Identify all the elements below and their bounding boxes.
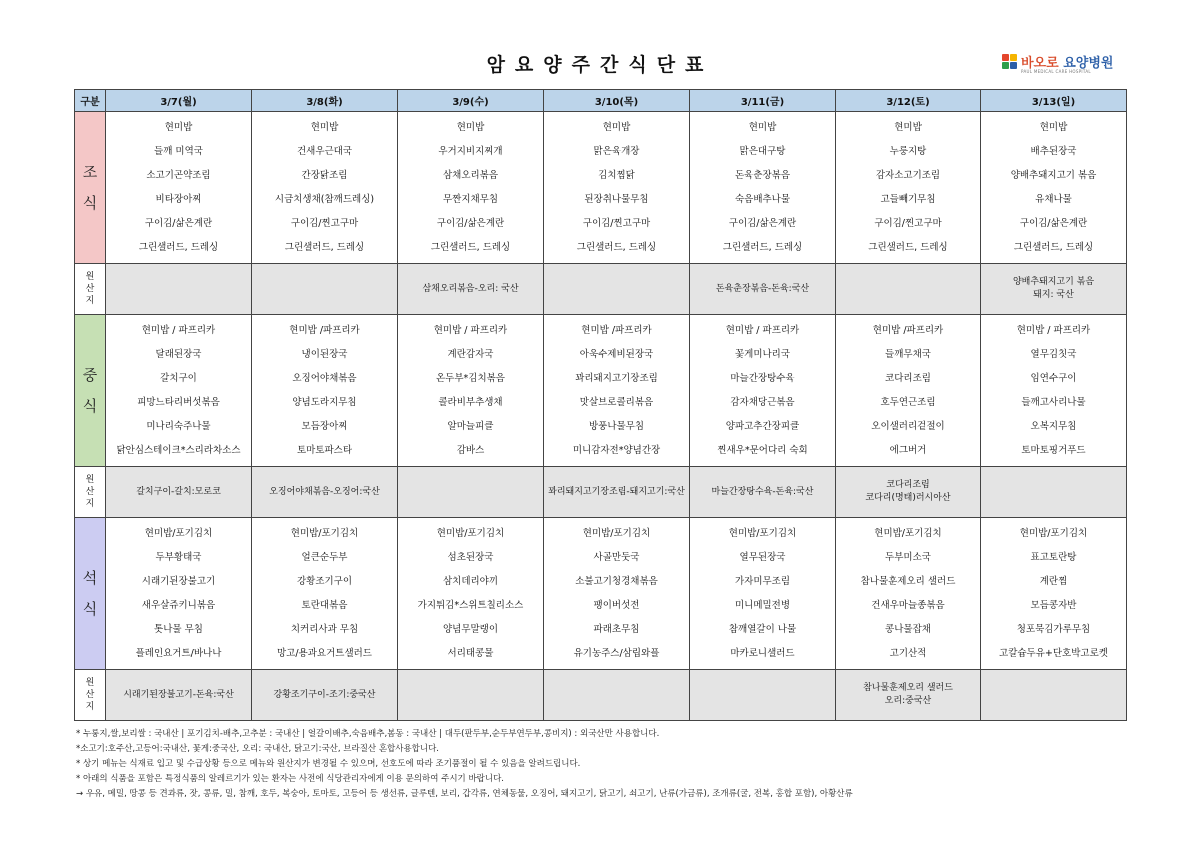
menu-item: 미나리숙주나물: [146, 421, 211, 433]
lunch-day-cell: [398, 315, 544, 467]
menu-item: 소불고기청경채볶음: [575, 575, 658, 587]
menu-item: 구이김/삶은계란: [1019, 218, 1088, 230]
menu-item: 양념도라지무침: [292, 397, 357, 409]
breakfast-day-cell: [398, 112, 544, 264]
lunch-origin-cell: [544, 467, 690, 518]
menu-item: 얼큰순두부: [301, 551, 348, 563]
breakfast-origin-cell: [106, 264, 252, 315]
menu-item: 콜라비부추생채: [438, 397, 503, 409]
menu-item: 건새우마늘종볶음: [871, 600, 945, 612]
logo-mark-icon: [1002, 54, 1018, 70]
lunch-label-char: 중: [82, 365, 98, 384]
menu-item: 숙음배추나물: [734, 194, 791, 206]
dinner-day-cell: [690, 518, 836, 670]
menu-item: 그린샐러드, 드레싱: [430, 242, 511, 254]
menu-item: 비타장아찌: [155, 194, 202, 206]
note-line: *소고기:호주산,고등어:국내산, 꽃게:중국산, 오리: 국내산, 닭고기:국산, 브라질산 혼합사용합니다.: [76, 744, 440, 754]
menu-item: 계란찜: [1039, 575, 1068, 587]
menu-item: 우거지비지찌개: [438, 145, 503, 157]
lunch-day-cell: [106, 315, 252, 467]
menu-item: 모듬장아찌: [301, 421, 348, 433]
menu-item: 찐새우*문어다리 숙회: [717, 445, 808, 457]
menu-item: 무짠지채무침: [442, 194, 499, 206]
origin-label-char: 지: [85, 499, 95, 509]
menu-item: 그린샐러드, 드레싱: [722, 242, 803, 254]
menu-item: 미니감자전*양념간장: [572, 445, 661, 457]
lunch-day-cell: [544, 315, 690, 467]
header-gubun: 구분: [75, 90, 106, 112]
menu-item: 현미밥 / 파프리카: [141, 324, 216, 336]
dinner-items: [106, 518, 251, 669]
menu-item: 시래기된장불고기: [141, 575, 216, 587]
menu-item: 피망느타리버섯볶음: [137, 397, 220, 409]
dinner-label-char: 석: [82, 568, 98, 587]
lunch-items: [398, 315, 543, 466]
dinner-items: [544, 518, 689, 669]
menu-item: 현미밥: [748, 121, 777, 133]
breakfast-day-cell: [836, 112, 981, 264]
menu-item: 열무김칫국: [1030, 348, 1077, 360]
menu-item: 현미밥: [602, 121, 631, 133]
breakfast-origin-row: [75, 264, 1127, 315]
note-line: * 누룽지,쌀,보리쌀 : 국내산 | 포기김치-배추,고추분 : 국내산 | 얼갈이배추,숙음배추,봄동 : 국내산 | 대두(판두부,순두부연두부,콩비지) : 외국산만 사용합니다.: [76, 729, 660, 739]
breakfast-origin-cell: [981, 264, 1127, 315]
menu-item: 소고기곤약조림: [146, 169, 211, 181]
menu-item: 그린샐러드, 드레싱: [284, 242, 365, 254]
dinner-origin-row: [75, 670, 1127, 721]
origin-text: 강황조기구이-조기:중국산: [273, 689, 376, 700]
note-line: → 우유, 메밀, 땅콩 등 견과류, 잣, 콩류, 밀, 참깨, 호두, 복숭아, 토마토, 고등어 등 생선류, 글루텐, 보리, 갑각류, 연체동물, 오징어, 돼지고기, 닭고기, 쇠고기, 난류(가금류), 조개류(굴, 전복, 홍합 포함), 아황산류: [76, 789, 853, 799]
menu-item: 알마늘피클: [447, 421, 494, 433]
origin-label-char: 산: [85, 487, 95, 497]
lunch-origin-cell: [252, 467, 398, 518]
breakfast-label-char: 조: [82, 162, 98, 181]
logo-text-part1: 바오로: [1021, 56, 1059, 71]
origin-text: 오징어야채볶음-오징어:국산: [269, 486, 380, 497]
logo-subtitle: PAUL MEDICAL CARE HOSPITAL: [1021, 69, 1091, 74]
menu-item: 갈치구이: [160, 372, 197, 384]
origin-text: 시래기된장불고기-돈육:국산: [123, 689, 234, 700]
menu-item: 맑은대구탕: [739, 145, 786, 157]
menu-item: 현미밥: [1039, 121, 1068, 133]
menu-item: 유채나물: [1035, 194, 1072, 206]
logo-text-part2: 요양병원: [1058, 56, 1114, 71]
menu-item: 양파고추간장피클: [725, 421, 800, 433]
menu-item: 미니메밀전병: [734, 600, 791, 612]
menu-item: 현미밥: [310, 121, 339, 133]
menu-item: 현미밥/포기김치: [1019, 527, 1088, 539]
dinner-day-cell: [544, 518, 690, 670]
origin-text: 오리:중국산: [884, 696, 932, 706]
menu-item: 방풍나물무침: [588, 421, 645, 433]
menu-item: 누룽지탕: [889, 145, 927, 157]
notes: [76, 727, 853, 802]
menu-item: 현미밥/포기김치: [436, 527, 505, 539]
menu-item: 구이김/찐고구마: [874, 218, 942, 230]
breakfast-origin-cell: [836, 264, 981, 315]
menu-item: 구이김/삶은계란: [728, 218, 797, 230]
lunch-origin-cell: [398, 467, 544, 518]
menu-item: 새우살쥬키니볶음: [141, 600, 216, 612]
menu-item: 현미밥: [456, 121, 485, 133]
menu-item: 가지튀김*스위트칠리소스: [417, 600, 524, 612]
dinner-items: [690, 518, 835, 669]
menu-item: 구이김/삶은계란: [144, 218, 213, 230]
menu-item: 현미밥: [894, 121, 922, 133]
menu-item: 토란대볶음: [301, 600, 348, 612]
breakfast-day-cell: [544, 112, 690, 264]
dinner-origin-cell: [106, 670, 252, 721]
lunch-origin-cell: [981, 467, 1127, 518]
header-day: 3/13(일): [981, 90, 1127, 112]
note-line: * 아래의 식품을 포함은 특정식품의 알레르기가 있는 환자는 사전에 식당관리자에게 이용 문의하여 주시기 바랍니다.: [76, 774, 504, 784]
menu-item: 감자소고기조림: [875, 169, 941, 181]
menu-item: 현미밥/포기김치: [144, 527, 213, 539]
menu-item: 청포묵김가루무침: [1016, 624, 1091, 636]
menu-item: 코다리조림: [885, 372, 931, 384]
menu-item: 시금치생채(참깨드레싱): [274, 194, 375, 206]
menu-item: 망고/용과요거트샐러드: [277, 648, 372, 660]
breakfast-origin-cell: [690, 264, 836, 315]
breakfast-items: [690, 112, 835, 263]
dinner-day-cell: [106, 518, 252, 670]
menu-item: 열무된장국: [739, 551, 786, 563]
origin-text: 코다리조림: [886, 480, 930, 490]
menu-item: 표고토란탕: [1030, 551, 1077, 563]
menu-item: 아욱수제비된장국: [579, 348, 654, 360]
menu-item: 섬초된장국: [447, 551, 494, 563]
weekly-menu-table: [74, 89, 1127, 721]
lunch-day-cell: [252, 315, 398, 467]
menu-item: 현미밥/포기김치: [728, 527, 797, 539]
menu-item: 가자미무조림: [734, 575, 791, 587]
menu-item: 삼치데리야끼: [442, 575, 499, 587]
dinner-items: [981, 518, 1126, 669]
menu-item: 두부황태국: [155, 551, 202, 563]
dinner-origin-cell: [252, 670, 398, 721]
lunch-items: [544, 315, 689, 466]
lunch-origin-cell: [690, 467, 836, 518]
lunch-row: [75, 315, 1127, 467]
lunch-origin-cell: [836, 467, 981, 518]
menu-item: 에그버거: [889, 445, 927, 457]
header-day: 3/8(화): [252, 90, 398, 112]
menu-item: 그린샐러드, 드레싱: [868, 242, 948, 254]
header-day: 3/9(수): [398, 90, 544, 112]
menu-item: 현미밥: [164, 121, 193, 133]
menu-item: 그린샐러드, 드레싱: [576, 242, 657, 254]
origin-text: 돼지: 국산: [1033, 290, 1074, 300]
origin-label-char: 원: [85, 678, 95, 688]
menu-item: 맑은육개장: [593, 145, 640, 157]
lunch-items: [836, 315, 980, 466]
lunch-items: [981, 315, 1126, 466]
menu-item: 유기농주스/삼립와플: [573, 648, 660, 660]
menu-item: 꽃게미나리국: [734, 348, 791, 360]
origin-label-char: 산: [85, 690, 95, 700]
dinner-items: [398, 518, 543, 669]
menu-item: 고칼슘두유+단호박고로켓: [999, 648, 1108, 660]
menu-item: 서리태콩물: [447, 648, 494, 660]
menu-item: 현미밥 / 파프리카: [433, 324, 508, 336]
lunch-origin-cell: [106, 467, 252, 518]
menu-item: 오복지무침: [1030, 421, 1077, 433]
menu-item: 호두연근조림: [880, 397, 936, 409]
lunch-day-cell: [836, 315, 981, 467]
menu-item: 냉이된장국: [301, 348, 348, 360]
dinner-day-cell: [252, 518, 398, 670]
menu-item: 마늘간장탕수육: [730, 372, 795, 384]
menu-item: 토마토핑거푸드: [1021, 445, 1086, 457]
lunch-label-cell: [75, 315, 106, 467]
breakfast-items: [398, 112, 543, 263]
menu-item: 플레인요거트/바나나: [135, 648, 222, 660]
breakfast-items: [836, 112, 980, 263]
breakfast-items: [981, 112, 1126, 263]
breakfast-items: [544, 112, 689, 263]
menu-item: 사골만둣국: [593, 551, 640, 563]
breakfast-origin-cell: [544, 264, 690, 315]
menu-item: 된장취나물무침: [584, 194, 649, 206]
menu-item: 닭안심스테이크*스리라차소스: [116, 445, 241, 457]
menu-item: 오징어야채볶음: [292, 372, 357, 384]
origin-text: 돈육춘장볶음-돈육:국산: [715, 283, 810, 294]
breakfast-label: [75, 162, 105, 212]
page-title: 암요양주간식단표: [486, 54, 714, 76]
breakfast-day-cell: [690, 112, 836, 264]
menu-item: 구이김/찐고구마: [582, 218, 651, 230]
lunch-origin-row: [75, 467, 1127, 518]
menu-item: 현미밥/포기김치: [582, 527, 651, 539]
origin-label-char: 지: [85, 702, 95, 712]
origin-text: 양배추돼지고기 볶음: [1012, 277, 1095, 287]
breakfast-items: [252, 112, 397, 263]
menu-item: 맛살브로콜리볶음: [579, 397, 654, 409]
breakfast-origin-cell: [252, 264, 398, 315]
breakfast-origin-label: [75, 264, 106, 315]
dinner-origin-cell: [981, 670, 1127, 721]
menu-item: 콩나물잡채: [885, 624, 931, 636]
menu-item: 고기산적: [889, 648, 927, 660]
lunch-origin-label: [75, 467, 106, 518]
menu-item: 현미밥/포기김치: [290, 527, 359, 539]
lunch-label: [75, 365, 105, 415]
hospital-logo: [1002, 52, 1122, 76]
menu-item: 들깨고사리나물: [1021, 397, 1086, 409]
dinner-row: [75, 518, 1127, 670]
lunch-day-cell: [981, 315, 1127, 467]
origin-text: 마늘간장탕수육-돈육:국산: [711, 486, 814, 497]
menu-item: 고들빼기무침: [880, 194, 936, 206]
menu-item: 삼채오리볶음: [442, 169, 499, 181]
lunch-items: [252, 315, 397, 466]
dinner-origin-cell: [544, 670, 690, 721]
menu-item: 임연수구이: [1030, 372, 1077, 384]
dinner-items: [836, 518, 980, 669]
menu-item: 현미밥 / 파프리카: [725, 324, 800, 336]
dinner-label-char: 식: [82, 599, 98, 618]
header-day: 3/10(목): [544, 90, 690, 112]
menu-item: 강황조기구이: [296, 575, 353, 587]
menu-item: 구이김/삶은계란: [436, 218, 505, 230]
breakfast-label-cell: [75, 112, 106, 264]
dinner-day-cell: [981, 518, 1127, 670]
menu-item: 돈육춘장볶음: [734, 169, 791, 181]
dinner-origin-cell: [398, 670, 544, 721]
menu-item: 참깨열갈이 나물: [728, 624, 797, 636]
menu-item: 그린샐러드, 드레싱: [138, 242, 219, 254]
menu-item: 간장닭조림: [301, 169, 348, 181]
header-day: 3/7(월): [106, 90, 252, 112]
origin-text: 코다리(명태)러시아산: [865, 493, 951, 503]
breakfast-origin-cell: [398, 264, 544, 315]
origin-label-char: 원: [85, 475, 95, 485]
menu-item: 꽈리돼지고기장조림: [575, 372, 658, 384]
menu-item: 계란감자국: [447, 348, 494, 360]
lunch-label-char: 식: [82, 396, 98, 415]
menu-item: 감바스: [456, 445, 485, 457]
menu-item: 톳나물 무침: [154, 624, 203, 636]
menu-item: 김치찜닭: [598, 169, 635, 181]
breakfast-day-cell: [252, 112, 398, 264]
breakfast-row: [75, 112, 1127, 264]
origin-text: 참나물훈제오리 샐러드: [863, 683, 953, 693]
menu-item: 오이샐러리겉절이: [871, 421, 945, 433]
breakfast-label-char: 식: [82, 193, 98, 212]
dinner-day-cell: [836, 518, 981, 670]
menu-item: 양배추돼지고기 볶음: [1010, 169, 1097, 181]
dinner-origin-cell: [690, 670, 836, 721]
menu-item: 참나물훈제오리 샐러드: [860, 575, 956, 587]
origin-text: 꽈리돼지고기장조림-돼지고기:국산: [548, 486, 685, 497]
menu-item: 현미밥 /파프리카: [289, 324, 360, 336]
lunch-items: [106, 315, 251, 466]
menu-item: 토마토파스타: [296, 445, 353, 457]
lunch-day-cell: [690, 315, 836, 467]
origin-label-char: 원: [85, 272, 95, 282]
menu-item: 두부미소국: [885, 551, 931, 563]
origin-text: 갈치구이-갈치:모로코: [136, 486, 221, 497]
menu-item: 건새우근대국: [296, 145, 353, 157]
dinner-day-cell: [398, 518, 544, 670]
menu-item: 현미밥/포기김치: [874, 527, 942, 539]
menu-item: 현미밥 / 파프리카: [1016, 324, 1091, 336]
header-day: 3/11(금): [690, 90, 836, 112]
menu-item: 현미밥 /파프리카: [581, 324, 652, 336]
dinner-items: [252, 518, 397, 669]
menu-item: 그린샐러드, 드레싱: [1013, 242, 1094, 254]
dinner-origin-label: [75, 670, 106, 721]
origin-label-char: 산: [85, 284, 95, 294]
dinner-label-cell: [75, 518, 106, 670]
header-day: 3/12(토): [836, 90, 981, 112]
breakfast-day-cell: [981, 112, 1127, 264]
header-row: [75, 90, 1127, 112]
menu-item: 들깨무채국: [885, 348, 931, 360]
menu-item: 파래초무침: [593, 624, 640, 636]
menu-item: 치커리사과 무침: [290, 624, 359, 636]
dinner-label: [75, 568, 105, 618]
breakfast-items: [106, 112, 251, 263]
note-line: * 상기 메뉴는 식재료 입고 및 수급상황 등으로 메뉴와 원산지가 변경될 수 있으며, 선호도에 따라 조기품절이 될 수 있음을 알려드립니다.: [76, 759, 581, 769]
menu-item: 온두부*김치볶음: [436, 372, 505, 384]
menu-item: 배추된장국: [1030, 145, 1077, 157]
menu-item: 모듬콩자반: [1030, 600, 1077, 612]
menu-item: 현미밥 /파프리카: [872, 324, 944, 336]
menu-item: 팽이버섯전: [593, 600, 640, 612]
origin-label-char: 지: [85, 296, 95, 306]
menu-item: 양념무말랭이: [442, 624, 499, 636]
menu-item: 달래된장국: [155, 348, 202, 360]
lunch-items: [690, 315, 835, 466]
menu-item: 마카로니샐러드: [730, 648, 795, 660]
breakfast-day-cell: [106, 112, 252, 264]
menu-item: 들깨 미역국: [154, 145, 203, 157]
menu-item: 구이김/찐고구마: [290, 218, 359, 230]
menu-item: 감자채당근볶음: [730, 397, 795, 409]
dinner-origin-cell: [836, 670, 981, 721]
origin-text: 삼채오리볶음-오리: 국산: [422, 283, 519, 294]
